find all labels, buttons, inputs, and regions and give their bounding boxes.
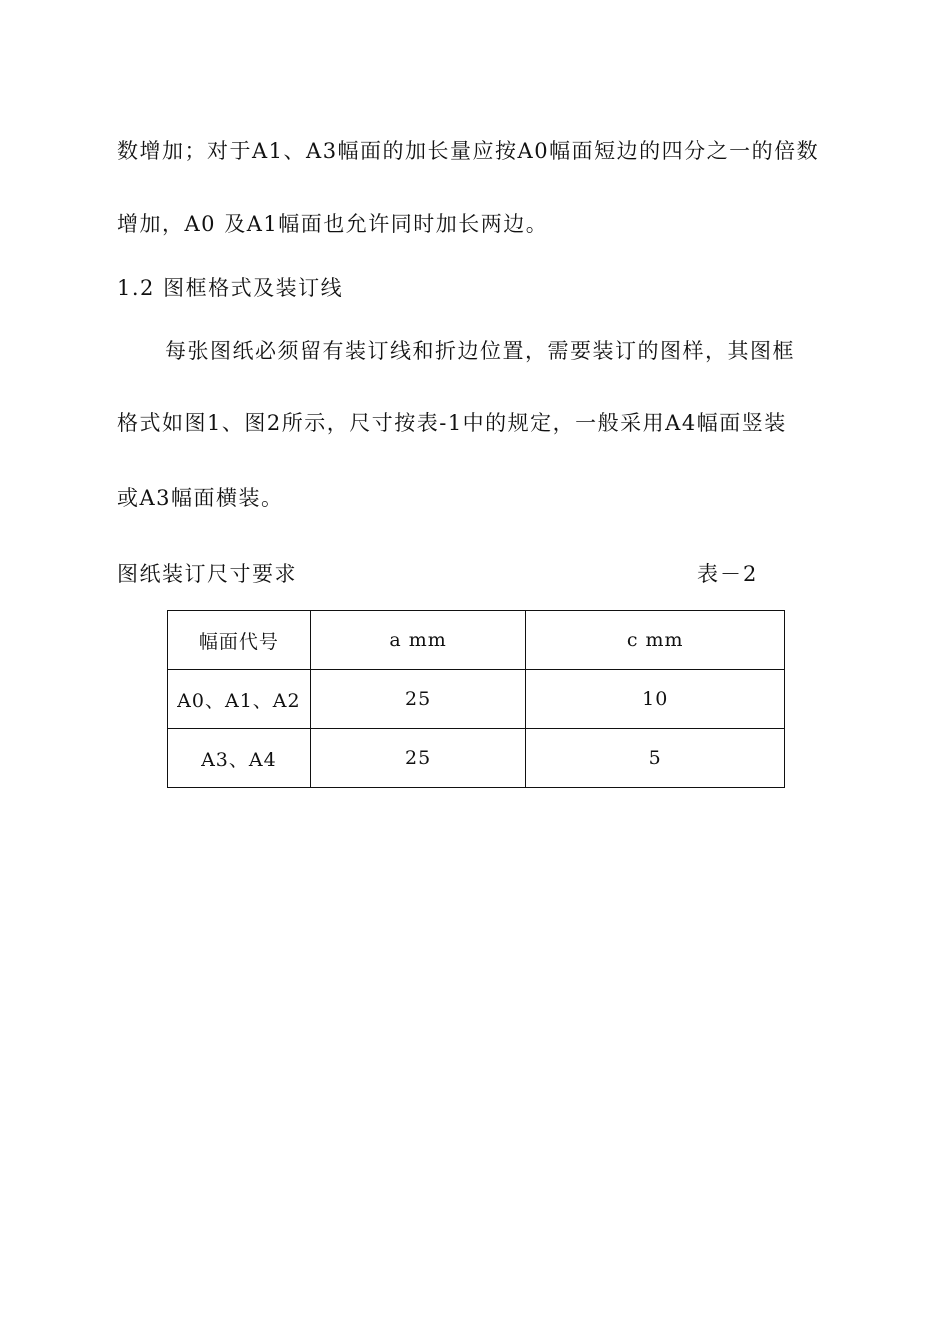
section-heading: 1.2 图框格式及装订线	[117, 276, 344, 300]
binding-size-table	[167, 610, 785, 788]
paragraph-line-4: 格式如图1、图2所示，尺寸按表-1中的规定，一般采用A4幅面竖装	[117, 411, 787, 435]
table-header-cell: a mm	[310, 611, 526, 670]
table-header-row	[168, 611, 785, 670]
table-cell: 10	[526, 670, 785, 729]
table-header-cell: c mm	[526, 611, 785, 670]
table-header-cell: 幅面代号	[168, 611, 311, 670]
table-cell: 25	[310, 729, 526, 788]
paragraph-line-3: 每张图纸必须留有装订线和折边位置，需要装订的图样，其图框	[165, 339, 795, 363]
paragraph-line-1: 数增加；对于A1、A3幅面的加长量应按A0幅面短边的四分之一的倍数	[117, 139, 820, 163]
table-cell: 25	[310, 670, 526, 729]
table-caption-number: 表－2	[697, 562, 759, 586]
table-cell: 5	[526, 729, 785, 788]
table-cell: A3、A4	[168, 729, 311, 788]
table-row	[168, 729, 785, 788]
table-row	[168, 670, 785, 729]
table-cell: A0、A1、A2	[168, 670, 311, 729]
paragraph-line-5: 或A3幅面横装。	[117, 486, 284, 510]
table-caption-title: 图纸装订尺寸要求	[117, 562, 297, 586]
paragraph-line-2: 增加，A0 及A1幅面也允许同时加长两边。	[117, 212, 549, 236]
